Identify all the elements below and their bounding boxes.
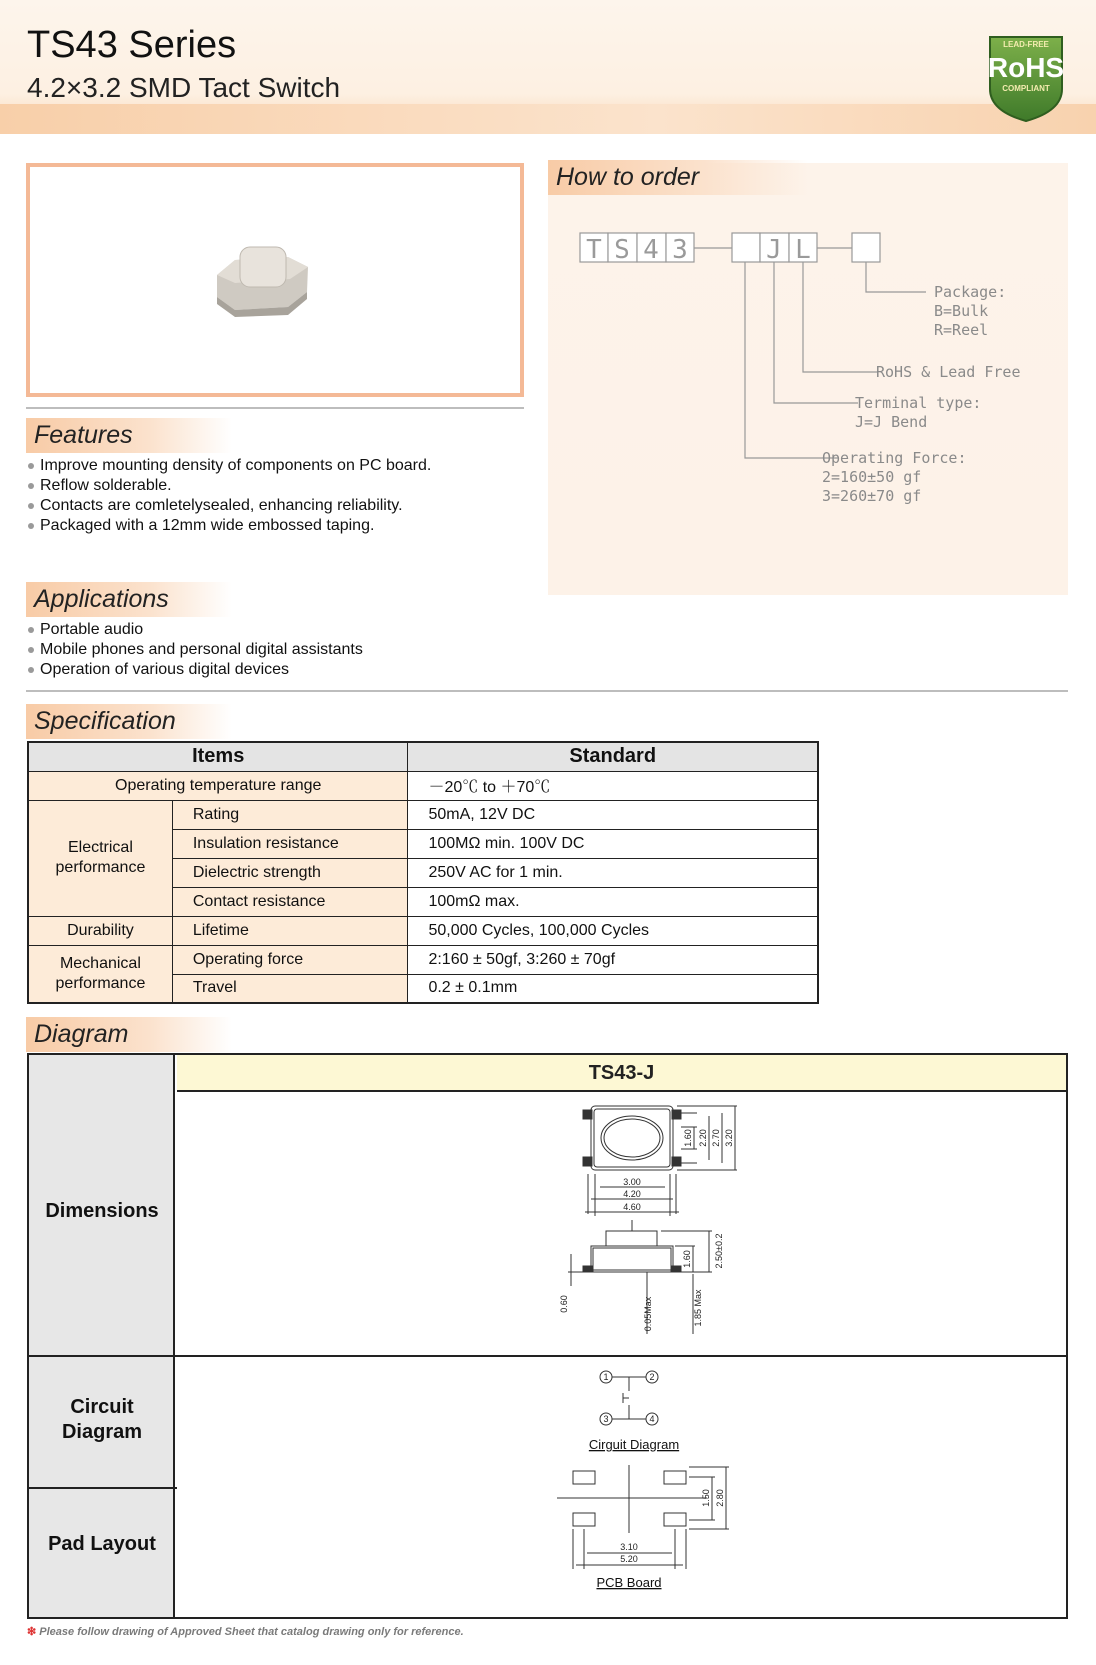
category-line: Electrical xyxy=(67,839,133,856)
category-cell xyxy=(28,800,172,916)
code-box-6: J xyxy=(766,235,782,265)
diagram-heading: Diagram xyxy=(26,1017,232,1052)
row-divider xyxy=(29,1487,177,1489)
code-box-1: T xyxy=(586,235,602,265)
badge-main-text: RoHS xyxy=(987,52,1065,83)
circuit-caption: Cirguit Diagram xyxy=(588,1437,680,1452)
item-cell: Insulation resistance xyxy=(172,829,408,858)
circuit-label-line: Circuit xyxy=(70,1396,134,1418)
table-row xyxy=(28,916,818,945)
standard-cell: 100mΩ max. xyxy=(408,887,818,916)
dim-label: 3.20 xyxy=(724,1129,734,1147)
page-title: TS43 Series xyxy=(27,24,237,66)
table-row xyxy=(28,945,818,974)
diagram-label-column xyxy=(29,1055,175,1617)
divider xyxy=(26,690,1068,692)
specification-table xyxy=(27,741,819,1004)
footnote-text: Please follow drawing of Approved Sheet that catalog drawing only for reference. xyxy=(39,1626,464,1638)
force-option: 2=160±50 gf xyxy=(822,468,922,486)
code-box-3: 4 xyxy=(643,235,659,265)
list-item: Operation of various digital devices xyxy=(27,660,363,680)
dim-label: 3.00 xyxy=(623,1177,641,1187)
divider xyxy=(26,407,524,409)
rohs-option: RoHS & Lead Free xyxy=(876,363,1021,381)
package-option: B=Bulk xyxy=(934,302,989,320)
item-cell: Rating xyxy=(172,800,408,829)
dim-label: 5.20 xyxy=(620,1554,638,1564)
category-cell xyxy=(28,945,172,1003)
dimensions-label: Dimensions xyxy=(45,1200,159,1222)
how-to-order-panel xyxy=(548,163,1068,595)
dim-label: 4.20 xyxy=(623,1189,641,1199)
product-photo-frame xyxy=(26,163,524,397)
list-item: Packaged with a 12mm wide embossed taping. xyxy=(27,516,431,536)
item-cell: Travel xyxy=(172,974,408,1003)
dim-label: 4.60 xyxy=(623,1202,641,1212)
circuit-label-line: Diagram xyxy=(61,1421,143,1443)
list-item: Contacts are comletelysealed, enhancing reliability. xyxy=(27,496,431,516)
item-cell: Operating temperature range xyxy=(28,771,408,800)
force-label: Operating Force: xyxy=(822,449,967,467)
code-box-7: L xyxy=(795,235,811,265)
dim-label: 3.10 xyxy=(620,1542,638,1552)
how-to-order-heading: How to order xyxy=(548,160,808,195)
features-heading: Features xyxy=(26,418,232,453)
header-band xyxy=(0,104,1096,134)
page-subtitle: 4.2×3.2 SMD Tact Switch xyxy=(27,72,341,103)
code-box-2: S xyxy=(614,235,630,265)
dim-label: 1.60 xyxy=(683,1129,693,1147)
item-cell: Dielectric strength xyxy=(172,858,408,887)
product-photo xyxy=(30,167,520,393)
pad-layout-label: Pad Layout xyxy=(48,1533,156,1555)
category-line: performance xyxy=(55,859,146,876)
dim-label: 2.50±0.2 xyxy=(714,1233,724,1269)
applications-list xyxy=(27,620,363,680)
pin-3: 3 xyxy=(603,1414,609,1424)
dim-label: 0.60 xyxy=(559,1295,569,1313)
table-row xyxy=(28,800,818,829)
dim-label: 2.20 xyxy=(698,1129,708,1147)
terminal-label: Terminal type: xyxy=(855,394,982,412)
dim-label: 1.60 xyxy=(682,1250,692,1268)
pcb-caption: PCB Board xyxy=(596,1575,662,1590)
applications-heading: Applications xyxy=(26,582,232,617)
category-line: Mechanical xyxy=(59,954,141,972)
dim-label: 1.85 Max xyxy=(693,1289,703,1327)
dim-label: 2.80 xyxy=(715,1489,725,1507)
asterisk-icon: ❇ xyxy=(27,1626,37,1638)
terminal-option: J=J Bend xyxy=(855,413,928,431)
item-cell: Operating force xyxy=(172,945,408,974)
category-line: performance xyxy=(55,974,146,992)
category-cell: Durability xyxy=(28,916,172,945)
standard-cell: 0.2 ± 0.1mm xyxy=(408,974,818,1003)
dim-label: 0.05Max xyxy=(643,1296,653,1332)
badge-top-text: LEAD-FREE xyxy=(1003,40,1049,49)
item-cell: Lifetime xyxy=(172,916,408,945)
footnote xyxy=(27,1625,464,1638)
table-row xyxy=(28,771,818,800)
order-code-diagram xyxy=(548,163,1068,595)
pin-2: 2 xyxy=(649,1372,655,1382)
list-item: Improve mounting density of components on PC board. xyxy=(27,456,431,476)
table-header-row xyxy=(28,742,818,771)
item-cell: Contact resistance xyxy=(172,887,408,916)
col-standard-header: Standard xyxy=(408,742,818,771)
circuit-pcb-drawing xyxy=(177,1357,1066,1617)
col-items-header: Items xyxy=(28,742,408,771)
standard-cell: 2:160 ± 50gf, 3:260 ± 70gf xyxy=(408,945,818,974)
standard-cell: 250V AC for 1 min. xyxy=(408,858,818,887)
standard-cell: 100MΩ min. 100V DC xyxy=(408,829,818,858)
rohs-badge xyxy=(986,31,1066,123)
dim-label: 2.70 xyxy=(711,1129,721,1147)
standard-cell: 50,000 Cycles, 100,000 Cycles xyxy=(408,916,818,945)
code-box-4: 3 xyxy=(672,235,688,265)
standard-cell: 50mA, 12V DC xyxy=(408,800,818,829)
dimensions-drawing xyxy=(177,1094,1066,1354)
standard-cell: －20℃ to ＋70℃ xyxy=(408,771,818,800)
model-header: TS43-J xyxy=(177,1055,1066,1092)
pin-1: 1 xyxy=(603,1372,609,1382)
diagram-table xyxy=(27,1053,1068,1619)
pin-4: 4 xyxy=(649,1414,655,1424)
package-label: Package: xyxy=(934,283,1007,301)
list-item: Portable audio xyxy=(27,620,363,640)
force-option: 3=260±70 gf xyxy=(822,487,922,505)
features-list xyxy=(27,456,431,536)
list-item: Mobile phones and personal digital assistants xyxy=(27,640,363,660)
specification-heading: Specification xyxy=(26,704,232,739)
dim-label: 1.50 xyxy=(701,1489,711,1507)
circuit-label xyxy=(29,1395,175,1445)
page-header xyxy=(0,0,1096,134)
package-option: R=Reel xyxy=(934,321,989,339)
badge-bottom-text: COMPLIANT xyxy=(1002,84,1050,93)
list-item: Reflow solderable. xyxy=(27,476,431,496)
